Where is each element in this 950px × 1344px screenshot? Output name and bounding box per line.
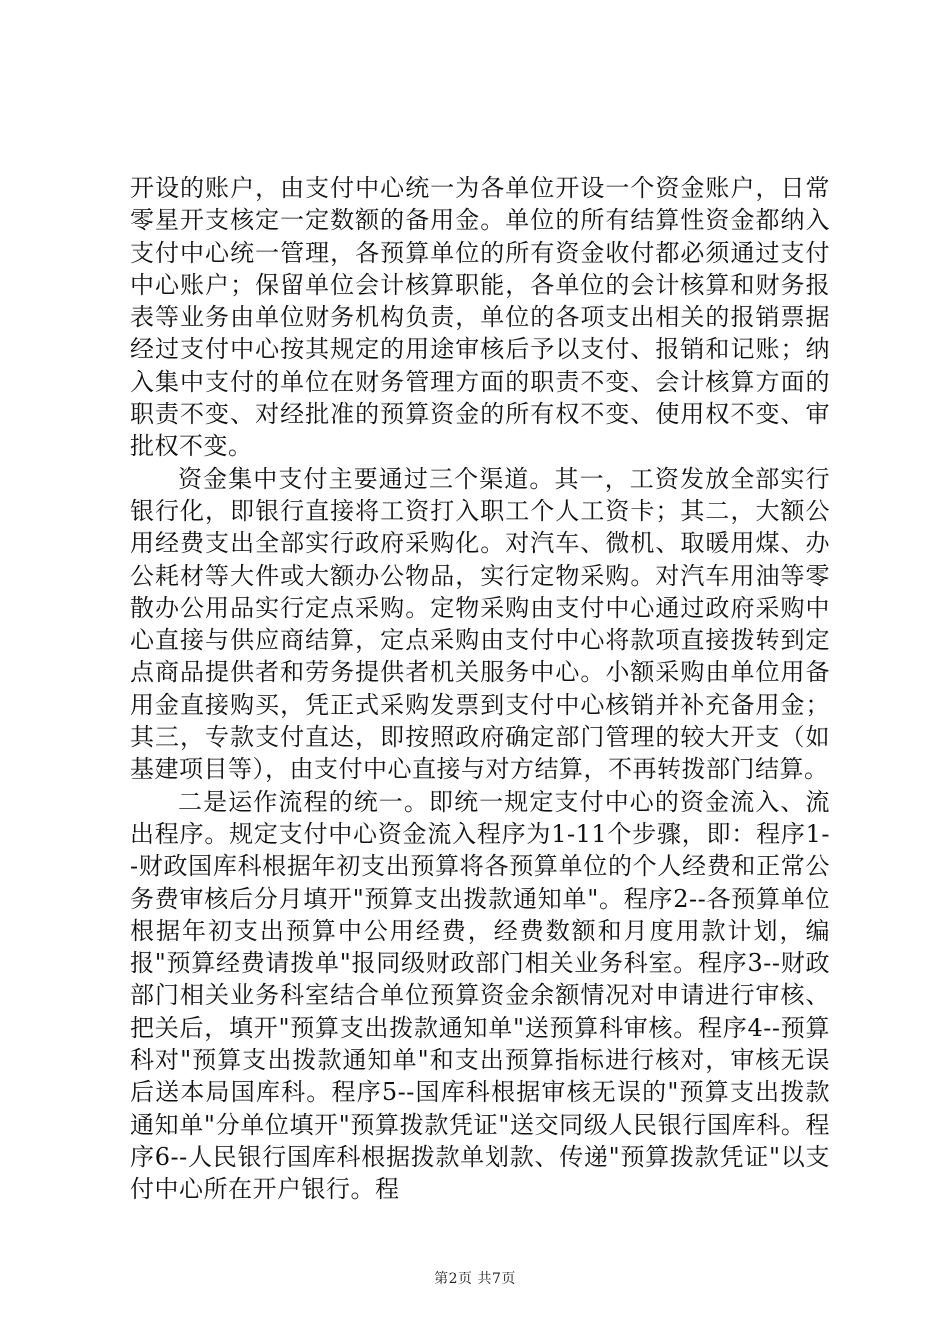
page-footer: 第2页 共7页 (434, 1271, 516, 1287)
paragraph-1: 开设的账户，由支付中心统一为各单位开设一个资金账户，日常零星开支核定一定数额的备用金。单位的所有结算性资金都纳入支付中心统一管理，各预算单位的所有资金收付都必须通过支付中心账户；保留单位会计核算职能，各单位的会计核算和财务报表等业务由单位财务机构负责，单位的各项支出相关的报销票据经过支付中心按其规定的用途审核后予以支付、报销和记账；纳入集中支付的单位在财务管理方面的职责不变、会计核算方面的职责不变、对经批准的预算资金的所有权不变、使用权不变、审批权不变。 (130, 174, 830, 461)
paragraph-3: 二是运作流程的统一。即统一规定支付中心的资金流入、流出程序。规定支付中心资金流入程序为1-11个步骤，即：程序1--财政国库科根据年初支出预算将各预算单位的个人经费和正常公务费审核后分月填开"预算支出拨款通知单"。程序2--各预算单位根据年初支出预算中公用经费，经费数额和月度用款计划，编报"预算经费请拨单"报同级财政部门相关业务科室。程序3--财政部门相关业务科室结合单位预算资金余额情况对申请进行审核、把关后，填开"预算支出拨款通知单"送预算科审核。程序4--预算科对"预算支出拨款通知单"和支出预算指标进行核对，审核无误后送本局国库科。程序5--国库科根据审核无误的"预算支出拨款通知单"分单位填开"预算拨款凭证"送交同级人民银行国库科。程序6--人民银行国库科根据拨款单划款、传递"预算拨款凭证"以支付中心所在开户银行。程 (130, 787, 830, 1204)
document-body (130, 172, 830, 1206)
paragraph-2: 资金集中支付主要通过三个渠道。其一，工资发放全部实行银行化，即银行直接将工资打入职工个人工资卡；其二，大额公用经费支出全部实行政府采购化。对汽车、微机、取暖用煤、办公耗材等大件或大额办公物品，实行定物采购。对汽车用油等零散办公用品实行定点采购。定物采购由支付中心通过政府采购中心直接与供应商结算，定点采购由支付中心将款项直接拨转到定点商品提供者和劳务提供者机关服务中心。小额采购由单位用备用金直接购买，凭正式采购发票到支付中心核销并补充备用金；其三，专款支付直达，即按照政府确定部门管理的较大开支（如基建项目等），由支付中心直接与对方结算，不再转拨部门结算。 (130, 464, 830, 784)
